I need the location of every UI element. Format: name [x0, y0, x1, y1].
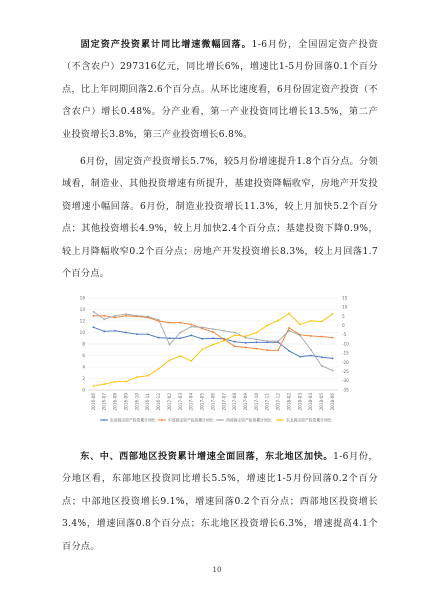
- data-point: [179, 355, 181, 357]
- page-number: 10: [212, 566, 222, 574]
- x-tick-label: 2016-10: [134, 393, 140, 411]
- legend-label: 东北固定资产投资累计同比: [286, 417, 332, 423]
- y-right-tick-label: -25: [342, 369, 349, 374]
- data-point: [93, 326, 95, 328]
- data-point: [125, 332, 127, 334]
- x-tick-label: 2017-07: [221, 393, 227, 411]
- data-point: [201, 338, 203, 340]
- data-point: [179, 337, 181, 339]
- regional-investment-chart: [70, 290, 360, 430]
- data-point: [114, 315, 116, 317]
- y-right-tick-label: 0: [342, 323, 345, 328]
- data-point: [158, 337, 160, 339]
- data-point: [179, 332, 181, 334]
- data-point: [256, 341, 258, 343]
- data-point: [190, 326, 192, 328]
- legend-marker: [103, 419, 105, 421]
- series-line-3: [93, 313, 332, 386]
- data-point: [201, 349, 203, 351]
- y-left-tick-label: 14: [79, 306, 85, 312]
- data-point: [125, 313, 127, 315]
- x-tick-label: 2018-06: [329, 393, 335, 411]
- data-point: [103, 318, 105, 320]
- x-tick-label: 2016-07: [101, 393, 107, 411]
- data-point: [93, 385, 95, 387]
- data-point: [234, 332, 236, 334]
- data-point: [266, 325, 268, 327]
- data-point: [277, 320, 279, 322]
- data-point: [266, 340, 268, 342]
- data-point: [288, 330, 290, 332]
- y-left-tick-label: 12: [79, 318, 85, 324]
- data-point: [158, 368, 160, 370]
- data-point: [169, 344, 171, 346]
- x-tick-label: 2018-03: [297, 393, 303, 411]
- data-point: [169, 322, 171, 324]
- data-point: [332, 313, 334, 315]
- data-point: [332, 370, 334, 372]
- y-left-tick-label: 10: [79, 329, 85, 335]
- data-point: [212, 344, 214, 346]
- y-right-tick-label: 5: [342, 313, 345, 319]
- data-point: [190, 360, 192, 362]
- data-point: [190, 334, 192, 336]
- data-point: [223, 330, 225, 332]
- data-point: [201, 326, 203, 328]
- y-right-tick-label: 15: [342, 295, 348, 301]
- y-right-tick-label: -30: [342, 378, 349, 384]
- x-tick-label: 2017-09: [243, 393, 249, 411]
- y-left-tick-label: 16: [79, 295, 85, 301]
- paragraph-june-investment: [62, 151, 378, 285]
- data-point: [136, 376, 138, 378]
- data-point: [310, 349, 312, 351]
- legend-label: 中部固定资产投资累计同比: [168, 417, 214, 423]
- y-right-tick-label: -15: [342, 350, 349, 356]
- data-point: [256, 339, 258, 341]
- data-point: [234, 345, 236, 347]
- y-left-tick-label: 6: [82, 352, 85, 358]
- data-point: [136, 333, 138, 335]
- data-point: [103, 315, 105, 317]
- y-right-tick-label: -20: [342, 359, 349, 365]
- data-point: [288, 327, 290, 329]
- data-point: [288, 313, 290, 315]
- data-point: [245, 342, 247, 344]
- data-point: [103, 383, 105, 385]
- paragraph-lead: 东、中、西部地区投资累计增速全面回落，东北地区加快。: [80, 451, 334, 462]
- paragraph-regional-investment: [62, 446, 378, 558]
- x-tick-label: 2016-06: [90, 393, 96, 411]
- x-tick-label: 2016-12: [156, 393, 162, 411]
- x-tick-label: 2016-09: [123, 393, 129, 411]
- legend-label: 西部固定资产投资累计同比: [226, 417, 272, 423]
- y-right-tick-label: -35: [342, 387, 349, 393]
- data-point: [266, 349, 268, 351]
- data-point: [190, 324, 192, 326]
- data-point: [321, 321, 323, 323]
- data-point: [277, 349, 279, 351]
- data-point: [93, 311, 95, 313]
- x-tick-label: 2017-08: [232, 393, 238, 411]
- data-point: [158, 319, 160, 321]
- data-point: [321, 365, 323, 367]
- x-tick-label: 2017-06: [210, 393, 216, 411]
- data-point: [136, 315, 138, 317]
- paragraph-body: 6月份，固定资产投资增长5.7%，较5月份增速提升1.8个百分点。分领域看，制造业、其他投资增速有所提升，基建投资降幅收窄，房地产开发投资增速小幅回落。6月份，制造业投资增长11.3%，较上月加快5.2个百分点；其他投资增长4.9%，较上月加快2.4个百分点；基建投资下降0.9%，较上月降幅收窄0.2个百分点；房地产开发投资增长8.3%，较上月回落1.7个百分点。: [62, 157, 378, 280]
- data-point: [147, 333, 149, 335]
- data-point: [223, 340, 225, 342]
- x-tick-label: 2018-05: [319, 393, 325, 411]
- data-point: [169, 337, 171, 339]
- data-point: [277, 340, 279, 342]
- paragraph-body: 1-6月份，分地区看，东部地区投资同比增长5.5%，增速比1-5月份回落0.2个百分点；中部地区投资增长9.1%，增速回落0.2个百分点；西部地区投资增长3.4%，增速回落0.8个百分点；东北地区投资增长6.3%，增速提高4.1个百分点。: [62, 452, 378, 552]
- data-point: [310, 335, 312, 337]
- data-point: [125, 381, 127, 383]
- x-tick-label: 2016-11: [145, 393, 151, 411]
- x-tick-label: 2017-03: [177, 393, 183, 411]
- data-point: [212, 331, 214, 333]
- x-tick-label: 2017-04: [188, 393, 194, 411]
- legend-marker: [219, 419, 221, 421]
- x-tick-label: 2017-10: [253, 393, 259, 411]
- paragraph-fixed-asset-investment: [62, 34, 378, 146]
- chart-svg: [70, 290, 360, 430]
- y-right-tick-label: -10: [342, 341, 349, 347]
- legend-label: 东部固定资产投资累计同比: [110, 417, 156, 423]
- legend-marker: [161, 419, 163, 421]
- data-point: [114, 330, 116, 332]
- data-point: [234, 334, 236, 336]
- x-tick-label: 2018-02: [286, 393, 292, 411]
- y-left-tick-label: 8: [82, 341, 85, 347]
- data-point: [234, 341, 236, 343]
- data-point: [212, 328, 214, 330]
- data-point: [310, 320, 312, 322]
- x-tick-label: 2016-08: [112, 393, 118, 411]
- data-point: [147, 316, 149, 318]
- x-tick-label: 2018-04: [308, 393, 314, 411]
- y-right-tick-label: 10: [342, 304, 348, 310]
- data-point: [212, 337, 214, 339]
- data-point: [169, 359, 171, 361]
- data-point: [125, 315, 127, 317]
- x-tick-label: 2017-05: [199, 393, 205, 411]
- data-point: [93, 315, 95, 317]
- data-point: [245, 347, 247, 349]
- data-point: [245, 335, 247, 337]
- data-point: [103, 330, 105, 332]
- data-point: [256, 332, 258, 334]
- data-point: [332, 337, 334, 339]
- y-right-tick-label: -5: [342, 332, 347, 338]
- data-point: [114, 317, 116, 319]
- data-point: [321, 336, 323, 338]
- data-point: [310, 355, 312, 357]
- paragraph-lead: 固定资产投资累计同比增速微幅回落。: [80, 39, 252, 50]
- paragraph-body: 1-6月份，全国固定资产投资（不含农户）297316亿元，同比增长6%，增速比1-5月份回落0.1个百分点，比上年同期回落2.6个百分点。从环比速度看，6月份固定资产投资（不含农户）增长0.48%。分产业看，第一产业投资同比增长13.5%，第二产业投资增长3.8%，第三产业投资增长6.8%。: [62, 40, 378, 140]
- data-point: [147, 375, 149, 377]
- data-point: [114, 381, 116, 383]
- y-left-tick-label: 2: [82, 375, 85, 381]
- legend-marker: [279, 419, 281, 421]
- y-left-tick-label: 4: [82, 364, 85, 370]
- x-tick-label: 2017-02: [166, 393, 172, 411]
- data-point: [299, 324, 301, 326]
- data-point: [299, 356, 301, 358]
- data-point: [256, 348, 258, 350]
- x-tick-label: 2017-11: [264, 393, 270, 411]
- y-left-tick-label: 0: [82, 387, 85, 393]
- data-point: [179, 322, 181, 324]
- data-point: [299, 334, 301, 336]
- data-point: [288, 350, 290, 352]
- x-tick-label: 2017-12: [275, 393, 281, 411]
- data-point: [332, 357, 334, 359]
- data-point: [321, 356, 323, 358]
